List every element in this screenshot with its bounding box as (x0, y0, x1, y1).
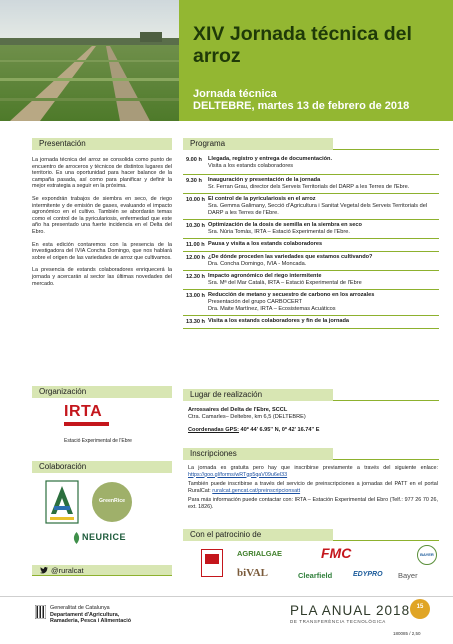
generalitat-shield-icon (35, 605, 46, 619)
section-header-programa: Programa (183, 138, 439, 150)
program-speaker: Presentación del grupo CARBOCERT (208, 299, 303, 305)
program-speaker: Visita a los estands colaboradores (208, 163, 294, 169)
program-item (183, 271, 439, 290)
program-item (183, 194, 439, 220)
program-item (183, 316, 439, 329)
section-header-inscripciones: Inscripciones (183, 448, 439, 460)
program-title: Visita a los estands colaboradores y fin de la jornada (208, 318, 350, 324)
irta-logo: IRTA Estació Experimental de l'Ebre (64, 403, 132, 444)
venue-info (188, 407, 438, 434)
program-speaker: Dra. Concha Domingo, IVIA - Moncada. (208, 261, 307, 267)
program-time: 11.00 h (186, 242, 205, 248)
program-speaker: Sr. Ferran Grau, director dels Serveis Territorials del DARP a les Terres de l'Ebre. (208, 184, 410, 190)
venue-coordinates: Coordenadas GPS: 40º 44' 6.95'' N, 0º 42' 16.74'' E (188, 427, 320, 433)
program-time: 10.30 h (186, 223, 205, 229)
rice-field-photo (0, 0, 179, 121)
venue-name: Arrossaires del Delta de l'Ebre, SCCL (188, 407, 288, 413)
program-time: 13.00 h (186, 293, 205, 299)
sponsor-clearfield: Clearfield (298, 571, 333, 580)
section-header-presentacion: Presentación (32, 138, 172, 150)
program-title: Optimización de la dosis de semilla en la siembra en seco (208, 222, 362, 228)
program-item (183, 290, 439, 316)
event-title: XIV Jornada técnica del arroz (193, 23, 412, 67)
section-header-organizacion: Organización (32, 386, 172, 398)
program-item (183, 252, 439, 271)
document-code: 180085 / 2,50 (393, 631, 421, 636)
program-time: 12.30 h (186, 274, 205, 280)
program-list (183, 154, 439, 329)
program-speaker: Sra. Gemma Galimany, Secció d'Agricultura i Sanitat Vegetal dels Serveis Territorials del DARP a les Terres de l'Ebre. (208, 203, 428, 216)
program-time: 9.30 h (186, 178, 202, 184)
program-title: El control de la pyriculariosis en el arroz (208, 196, 316, 202)
section-header-lugar: Lugar de realización (183, 389, 439, 401)
generalitat-text: Generalitat de Catalunya Departament d'Agricultura, Ramaderia, Pesca i Alimentació (50, 605, 131, 625)
twitter-handle: @ruralcat (51, 566, 84, 575)
program-speaker: Dra. Maite Martínez, IRTA – Ecosistemas Acuáticos (208, 306, 336, 312)
program-item (183, 175, 439, 194)
program-item (183, 154, 439, 175)
twitter-handle-bar[interactable] (32, 565, 172, 576)
section-header-patrocinio: Con el patrocinio de (183, 529, 439, 541)
event-type: Jornada técnica (193, 88, 277, 100)
program-title: Llegada, registro y entrega de documentación. (208, 156, 333, 162)
ruralcat-link[interactable]: ruralcat.gencat.cat/preinscripcionsatt (212, 487, 301, 494)
sponsor-logos (185, 545, 440, 591)
program-time: 13.30 h (186, 319, 205, 325)
registration-form-link[interactable]: https://goo.gl/forms/wRTgp5qaV09u6el33 (188, 471, 288, 478)
program-title: Impacto agronómico del riego intermitente (208, 273, 322, 279)
sponsor-edypro: EDYPRO (353, 571, 383, 578)
sponsor-agrialgae: AGRIALGAE (237, 549, 282, 558)
sponsor-bayer-word: Bayer (398, 571, 418, 580)
sponsor-fmc: FMC (321, 545, 352, 561)
sponsor-bival: biVAL (237, 567, 268, 579)
program-time: 12.00 h (186, 255, 205, 261)
program-title: Inauguración y presentación de la jornada (208, 177, 321, 183)
sponsor-logo-red-box (201, 549, 223, 577)
neurice-logo: NEURICE (72, 532, 152, 544)
header (0, 0, 453, 121)
program-title: Reducción de metano y secuestro de carbono en los arrozales (208, 292, 375, 298)
program-title: ¿De dónde proceden las variedades que estamos cultivando? (208, 254, 373, 260)
registration-info: La jornada es gratuita pero hay que inscribirse previamente a través del siguiente enlace: https://goo.gl/forms/wRTgp5qaV09u6el33 También puede inscribirse a través del servicio de preinscripciones a jornadas del PATT en el portal RuralCat: ruralcat.gencat.cat/preinscripcionsatt Para más información puede contactar con: IRTA – Estación Experimental del Ebro (Telf.: 977 26 70 26, ext. 1826). (188, 465, 438, 510)
arroz-cooperative-logo (45, 480, 79, 524)
title-panel (179, 0, 453, 121)
sponsor-bayer-cross: BAYER (417, 545, 437, 565)
greenrice-logo: GreenRice (92, 482, 132, 522)
section-header-colaboracion: Colaboración (32, 461, 172, 473)
pla-anual-title: PLA ANUAL 2018 (290, 603, 411, 618)
venue-address: Ctra. Camarles– Deltebre, km 6,5 (DELTEBRE) (188, 414, 306, 420)
event-date: DELTEBRE, martes 13 de febrero de 2018 (193, 100, 410, 112)
pla-anual-subtitle: DE TRANSFERÈNCIA TECNOLÒGICA (290, 619, 386, 624)
program-time: 9.00 h (186, 157, 202, 163)
anniversary-badge: 15 (410, 599, 430, 619)
program-item (183, 239, 439, 252)
program-item (183, 220, 439, 239)
program-title: Pausa y visita a los estands colaboradores (208, 241, 323, 247)
program-time: 10.00 h (186, 197, 205, 203)
footer (0, 596, 453, 644)
program-speaker: Sra. Mª del Mar Català, IRTA – Estació Experimental de l'Ebre (208, 280, 362, 286)
program-speaker: Sra. Núria Tomàs, IRTA – Estació Experimental de l'Ebre. (208, 229, 350, 235)
twitter-icon (40, 567, 48, 574)
presentation-text: La jornada técnica del arroz se consolida como punto de encuentro de arroceros y técnicos de distintos lugares del territorio. Es una oportunidad para hacer balance de la campaña pasada, así como para planificar y definir la mejor estrategia a seguir en la próxima. Se expondrán trabajos de siembra en seco, de riego intermitente y de emisión de gases, evaluando el impacto agronómico en el cultivo. También se abordarán temas como el control de la pyriculariosis, enfermedad que este año ha presentado una fuerte incidencia en el Delta del Ebro. En esta edición contaremos con la presencia de la investigadora del IVIA Concha Domingo, que nos hablará sobre el origen de las variedades de arroz que cultivamos. La presencia de estands colaboradores enriquecerá la jornada y acercarán al sector las últimas novedades del mercado. (32, 157, 172, 287)
